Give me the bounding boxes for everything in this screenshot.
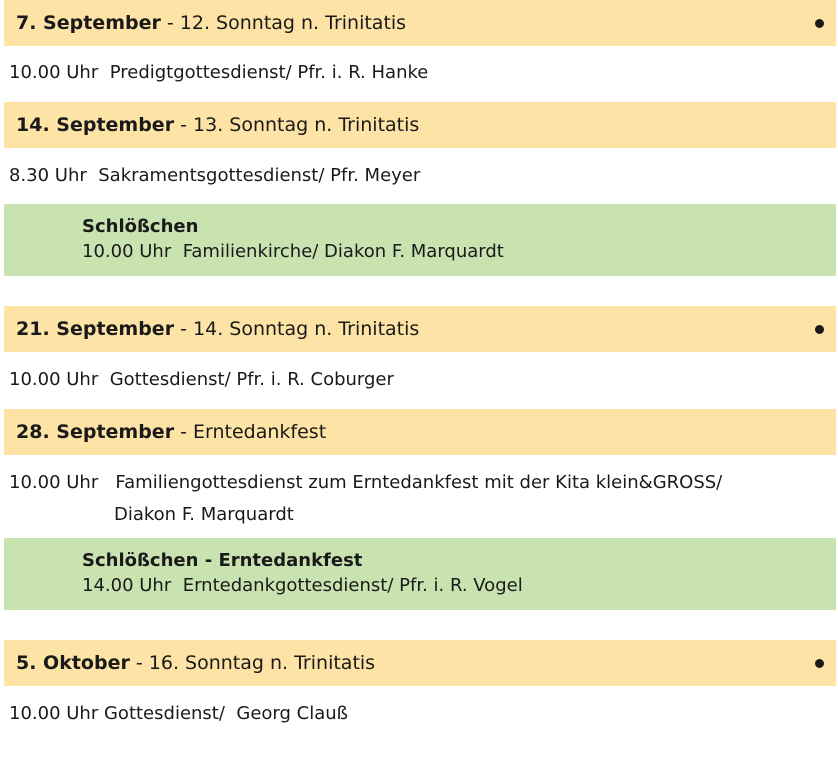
service-time: 14.00 Uhr (82, 575, 172, 596)
day-header-28-september (4, 409, 836, 455)
day-occasion: Erntedankfest (193, 421, 327, 443)
service-description: Gottesdienst/ Georg Clauß (103, 703, 348, 724)
service-description: Gottesdienst/ Pfr. i. R. Coburger (109, 369, 394, 390)
day-header-7-september (4, 0, 836, 46)
service-entry (9, 160, 420, 192)
day-date: 5. Oktober (16, 652, 130, 674)
service-description: Familiengottesdienst zum Erntedankfest mit der Kita klein&GROSS/ (115, 472, 723, 493)
bullet-marker-icon (815, 659, 824, 668)
day-date: 14. September (16, 114, 175, 136)
service-description-continuation: Diakon F. Marquardt (114, 504, 294, 525)
service-time: 10.00 Uhr (9, 472, 99, 493)
day-occasion: 16. Sonntag n. Trinitatis (148, 652, 376, 674)
day-header-14-september (4, 102, 836, 148)
service-entry (9, 467, 722, 531)
service-description: Familienkirche/ Diakon F. Marquardt (182, 241, 504, 262)
day-separator: - (174, 421, 194, 443)
service-entry (9, 364, 394, 396)
day-separator: - (174, 318, 194, 340)
location-title: Schlößchen (82, 216, 199, 237)
day-separator: - (174, 114, 194, 136)
service-time: 10.00 Uhr (9, 703, 99, 724)
service-time: 10.00 Uhr (9, 62, 99, 83)
service-description: Predigtgottesdienst/ Pfr. i. R. Hanke (109, 62, 429, 83)
service-entry (9, 57, 428, 89)
bullet-marker-icon (815, 325, 824, 334)
service-time: 10.00 Uhr (82, 241, 172, 262)
service-entry (9, 698, 348, 730)
day-occasion: 14. Sonntag n. Trinitatis (193, 318, 420, 340)
location-title: Schlößchen - Erntedankfest (82, 550, 363, 571)
day-date: 7. September (16, 12, 161, 34)
day-separator: - (129, 652, 149, 674)
day-separator: - (160, 12, 180, 34)
day-occasion: 12. Sonntag n. Trinitatis (179, 12, 407, 34)
service-time: 8.30 Uhr (9, 165, 87, 186)
day-date: 28. September (16, 421, 175, 443)
service-description: Erntedankgottesdienst/ Pfr. i. R. Vogel (182, 575, 523, 596)
bullet-marker-icon (815, 19, 824, 28)
service-description: Sakramentsgottesdienst/ Pfr. Meyer (98, 165, 421, 186)
day-date: 21. September (16, 318, 175, 340)
location-box-schloesschen (4, 204, 836, 276)
day-occasion: 13. Sonntag n. Trinitatis (193, 114, 420, 136)
service-time: 10.00 Uhr (9, 369, 99, 390)
day-header-21-september (4, 306, 836, 352)
day-header-5-oktober (4, 640, 836, 686)
location-box-schloesschen-erntedankfest (4, 538, 836, 610)
